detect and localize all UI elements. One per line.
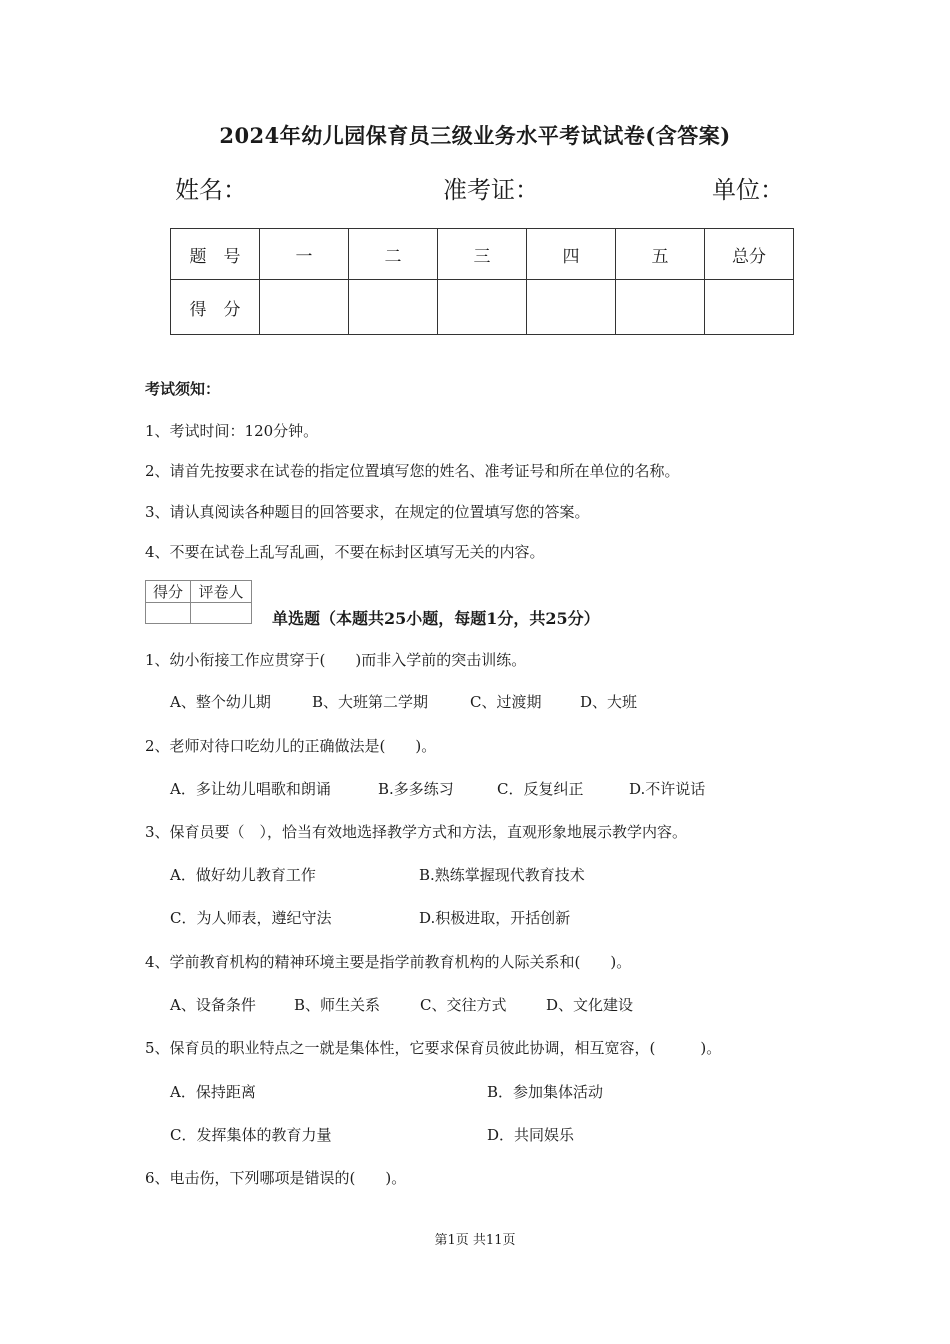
notice-item: 4、不要在试卷上乱写乱画，不要在标封区填写无关的内容。	[145, 543, 545, 561]
score-table-score-row	[171, 280, 794, 335]
question-option[interactable]: D.积极进取，开括创新	[419, 909, 571, 927]
question-option[interactable]: D、文化建设	[546, 996, 634, 1014]
score-table-header-cell: 一	[260, 229, 349, 280]
question-option[interactable]: C．反复纠正	[497, 780, 584, 798]
score-table-header-cell: 四	[527, 229, 616, 280]
score-cell[interactable]	[438, 280, 527, 335]
unit-label: 单位：	[712, 176, 784, 204]
grader-score-cell[interactable]	[146, 603, 191, 624]
grader-name-cell[interactable]	[191, 603, 252, 624]
notice-item: 2、请首先按要求在试卷的指定位置填写您的姓名、准考证号和所在单位的名称。	[145, 462, 680, 480]
question-stem: 3、保育员要（ ），恰当有效地选择教学方式和方法，直观形象地展示教学内容。	[145, 823, 688, 841]
question-option[interactable]: C．为人师表，遵纪守法	[170, 909, 332, 927]
score-table-header-cell: 题 号	[171, 229, 260, 280]
page-footer: 第1页 共11页	[434, 1233, 516, 1248]
question-stem: 5、保育员的职业特点之一就是集体性，它要求保育员彼此协调，相互宽容，( )。	[145, 1039, 722, 1057]
name-label: 姓名：	[175, 176, 247, 204]
section-title: 单选题（本题共25小题，每题1分，共25分）	[272, 609, 600, 628]
score-cell[interactable]	[705, 280, 794, 335]
question-option[interactable]: A．做好幼儿教育工作	[170, 866, 316, 884]
score-cell[interactable]	[349, 280, 438, 335]
question-stem: 4、学前教育机构的精神环境主要是指学前教育机构的人际关系和( )。	[145, 953, 632, 971]
score-table-header-cell: 五	[616, 229, 705, 280]
question-option[interactable]: B、师生关系	[294, 996, 381, 1014]
question-option[interactable]: D.不许说话	[629, 780, 706, 798]
notice-heading: 考试须知：	[145, 380, 221, 398]
question-stem: 2、老师对待口吃幼儿的正确做法是( )。	[145, 737, 437, 755]
score-table-header-cell: 二	[349, 229, 438, 280]
score-cell[interactable]	[527, 280, 616, 335]
exam-id-label: 准考证：	[443, 176, 539, 204]
score-cell[interactable]	[616, 280, 705, 335]
question-option[interactable]: C、过渡期	[470, 693, 542, 711]
question-option[interactable]: A、设备条件	[170, 996, 256, 1014]
score-table	[170, 228, 794, 335]
score-row-label: 得 分	[171, 280, 260, 335]
question-option[interactable]: C．发挥集体的教育力量	[170, 1126, 332, 1144]
question-option[interactable]: A、整个幼儿期	[170, 693, 271, 711]
exam-title: 2024年幼儿园保育员三级业务水平考试试卷(含答案)	[219, 123, 731, 148]
question-option[interactable]: C、交往方式	[420, 996, 507, 1014]
question-stem: 1、幼小衔接工作应贯穿于( )而非入学前的突击训练。	[145, 651, 527, 669]
score-cell[interactable]	[260, 280, 349, 335]
question-option[interactable]: D．共同娱乐	[487, 1126, 575, 1144]
question-option[interactable]: D、大班	[580, 693, 638, 711]
notice-item: 3、请认真阅读各种题目的回答要求，在规定的位置填写您的答案。	[145, 503, 590, 521]
question-option[interactable]: B.熟练掌握现代教育技术	[419, 866, 585, 884]
question-option[interactable]: A．多让幼儿唱歌和朗诵	[170, 780, 331, 798]
score-table-header-cell: 总分	[705, 229, 794, 280]
question-option[interactable]: A．保持距离	[170, 1083, 256, 1101]
question-stem: 6、电击伤，下列哪项是错误的( )。	[145, 1169, 407, 1187]
grader-name-label: 评卷人	[191, 581, 252, 603]
score-table-header-row	[171, 229, 794, 280]
notice-item: 1、考试时间：120分钟。	[145, 422, 319, 440]
question-option[interactable]: B.多多练习	[378, 780, 454, 798]
grader-box	[145, 580, 252, 624]
grader-score-label: 得分	[146, 581, 191, 603]
question-option[interactable]: B、大班第二学期	[312, 693, 429, 711]
score-table-header-cell: 三	[438, 229, 527, 280]
question-option[interactable]: B．参加集体活动	[487, 1083, 604, 1101]
